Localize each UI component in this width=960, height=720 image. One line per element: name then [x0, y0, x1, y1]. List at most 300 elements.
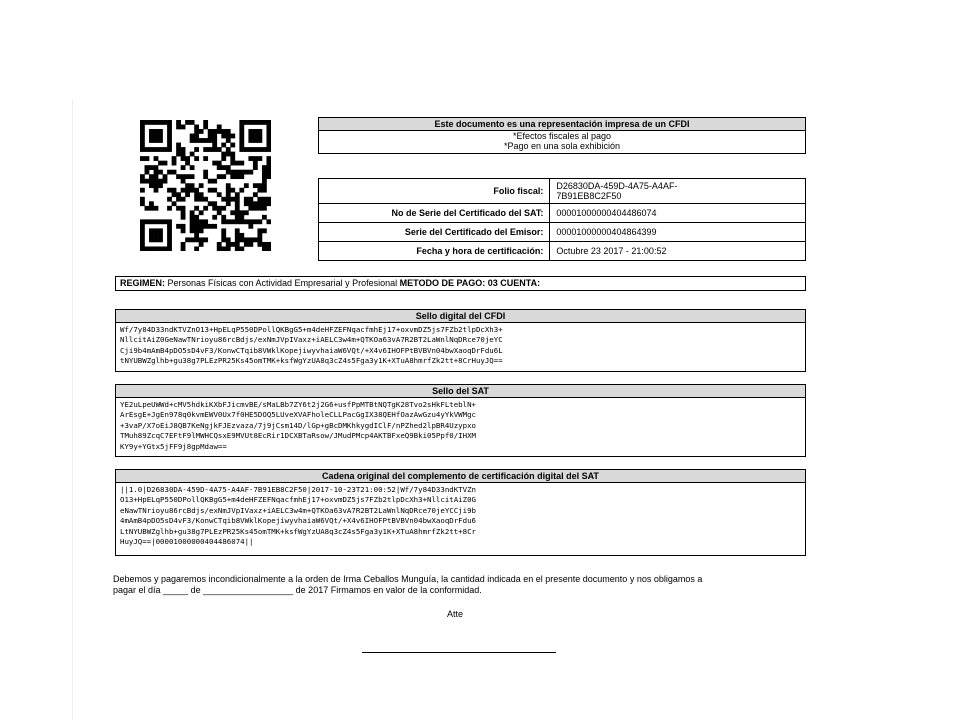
- qr-module: [163, 179, 168, 184]
- qr-module: [203, 170, 208, 175]
- qr-module: [149, 129, 154, 134]
- qr-module: [226, 192, 231, 197]
- qr-module: [145, 156, 150, 161]
- qr-module: [239, 215, 244, 220]
- qr-module: [235, 210, 240, 215]
- qr-module: [257, 233, 262, 238]
- qr-module: [149, 120, 154, 125]
- qr-module: [167, 188, 172, 193]
- qr-module: [257, 138, 262, 143]
- qr-module: [239, 246, 244, 251]
- qr-module: [190, 183, 195, 188]
- issuer-cert-value: 00001000000404864399: [550, 223, 806, 242]
- qr-module: [221, 233, 226, 238]
- qr-module: [185, 192, 190, 197]
- qr-module: [176, 174, 181, 179]
- qr-module: [194, 134, 199, 139]
- qr-module: [154, 170, 159, 175]
- qr-module: [154, 233, 159, 238]
- issuer-cert-label: Serie del Certificado del Emisor:: [319, 223, 550, 242]
- qr-module: [248, 120, 253, 125]
- qr-module: [190, 219, 195, 224]
- qr-module: [244, 147, 249, 152]
- qr-module: [194, 125, 199, 130]
- qr-module: [181, 228, 186, 233]
- qr-module: [248, 156, 253, 161]
- qr-module: [158, 134, 163, 139]
- qr-module: [199, 129, 204, 134]
- qr-module: [257, 183, 262, 188]
- qr-module: [167, 242, 172, 247]
- qr-module: [167, 237, 172, 242]
- qr-module: [244, 201, 249, 206]
- qr-module: [158, 233, 163, 238]
- qr-module: [248, 147, 253, 152]
- qr-module: [140, 179, 145, 184]
- qr-module: [190, 134, 195, 139]
- qr-module: [167, 129, 172, 134]
- sello-sat-title: Sello del SAT: [116, 385, 805, 398]
- qr-module: [226, 134, 231, 139]
- qr-module: [181, 179, 186, 184]
- qr-module: [208, 129, 213, 134]
- qr-module: [176, 206, 181, 211]
- qr-module: [253, 147, 258, 152]
- folio-fiscal-value: D26830DA-459D-4A75-A4AF- 7B91EB8C2F50: [550, 179, 806, 204]
- qr-module: [149, 134, 154, 139]
- qr-module: [149, 147, 154, 152]
- cfdi-header-line1: *Efectos fiscales al pago: [512, 131, 612, 141]
- qr-module: [221, 134, 226, 139]
- qr-module: [248, 201, 253, 206]
- qr-module: [230, 197, 235, 202]
- qr-module: [163, 219, 168, 224]
- qr-module: [235, 201, 240, 206]
- qr-module: [239, 134, 244, 139]
- qr-module: [190, 228, 195, 233]
- qr-module: [172, 188, 177, 193]
- qr-module: [185, 120, 190, 125]
- sello-cfdi-box: [115, 309, 806, 372]
- qr-module: [149, 206, 154, 211]
- qr-module: [154, 228, 159, 233]
- qr-module: [262, 174, 267, 179]
- qr-module: [257, 129, 262, 134]
- regimen-value: Personas Físicas con Actividad Empresarial y Profesional: [165, 278, 400, 288]
- qr-module: [266, 219, 271, 224]
- qr-module: [154, 165, 159, 170]
- qr-module: [154, 206, 159, 211]
- qr-module: [266, 143, 271, 148]
- qr-module: [266, 165, 271, 170]
- folio-fiscal-label: Folio fiscal:: [319, 179, 550, 204]
- qr-module: [208, 188, 213, 193]
- qr-module: [154, 179, 159, 184]
- qr-module: [172, 201, 177, 206]
- qr-module: [194, 188, 199, 193]
- qr-module: [262, 165, 267, 170]
- qr-module: [167, 197, 172, 202]
- qr-module: [199, 192, 204, 197]
- qr-module: [230, 156, 235, 161]
- qr-module: [262, 188, 267, 193]
- qr-module: [158, 120, 163, 125]
- qr-module: [190, 174, 195, 179]
- qr-module: [203, 120, 208, 125]
- qr-module: [212, 206, 217, 211]
- qr-module: [203, 174, 208, 179]
- qr-module: [266, 134, 271, 139]
- qr-module: [262, 197, 267, 202]
- qr-module: [266, 125, 271, 130]
- qr-module: [248, 242, 253, 247]
- qr-module: [181, 210, 186, 215]
- metodo-pago: METODO DE PAGO: 03 CUENTA:: [399, 278, 541, 288]
- qr-module: [239, 125, 244, 130]
- qr-module: [221, 152, 226, 157]
- qr-module: [154, 134, 159, 139]
- qr-module: [253, 138, 258, 143]
- qr-module: [145, 206, 150, 211]
- qr-module: [208, 134, 213, 139]
- qr-module: [172, 161, 177, 166]
- qr-module: [230, 219, 235, 224]
- qr-module: [257, 237, 262, 242]
- qr-module: [235, 242, 240, 247]
- qr-module: [217, 165, 222, 170]
- qr-module: [145, 120, 150, 125]
- signature-line: [362, 652, 556, 653]
- sat-cert-value: 00001000000404486074: [550, 204, 806, 223]
- qr-module: [149, 233, 154, 238]
- qr-module: [140, 201, 145, 206]
- qr-module: [190, 165, 195, 170]
- qr-module: [154, 120, 159, 125]
- qr-module: [221, 219, 226, 224]
- qr-module: [266, 120, 271, 125]
- qr-module: [244, 197, 249, 202]
- qr-module: [235, 219, 240, 224]
- qr-module: [266, 174, 271, 179]
- qr-module: [158, 183, 163, 188]
- qr-module: [194, 129, 199, 134]
- qr-module: [172, 170, 177, 175]
- qr-module: [158, 179, 163, 184]
- qr-module: [140, 188, 145, 193]
- qr-module: [149, 183, 154, 188]
- qr-module: [262, 206, 267, 211]
- qr-module: [266, 197, 271, 202]
- qr-module: [194, 156, 199, 161]
- qr-module: [140, 143, 145, 148]
- qr-module: [239, 161, 244, 166]
- qr-module: [212, 129, 217, 134]
- qr-module: [158, 219, 163, 224]
- qr-module: [140, 233, 145, 238]
- qr-module: [253, 183, 258, 188]
- qr-module: [257, 188, 262, 193]
- qr-module: [181, 156, 186, 161]
- qr-module: [257, 206, 262, 211]
- qr-module: [239, 138, 244, 143]
- qr-module: [203, 224, 208, 229]
- qr-module: [212, 224, 217, 229]
- qr-module: [239, 237, 244, 242]
- qr-module: [181, 125, 186, 130]
- qr-module: [257, 219, 262, 224]
- qr-module: [203, 156, 208, 161]
- qr-module: [149, 165, 154, 170]
- cert-datetime-label: Fecha y hora de certificación:: [319, 242, 550, 261]
- qr-module: [208, 179, 213, 184]
- qr-module: [226, 197, 231, 202]
- qr-module: [244, 183, 249, 188]
- qr-module: [262, 170, 267, 175]
- qr-module: [226, 242, 231, 247]
- qr-module: [163, 161, 168, 166]
- qr-module: [230, 170, 235, 175]
- qr-module: [181, 206, 186, 211]
- qr-module: [239, 170, 244, 175]
- qr-module: [230, 143, 235, 148]
- qr-module: [217, 192, 222, 197]
- qr-module: [190, 152, 195, 157]
- qr-module: [217, 125, 222, 130]
- qr-module: [199, 224, 204, 229]
- qr-module: [226, 138, 231, 143]
- qr-module: [212, 201, 217, 206]
- qr-module: [235, 228, 240, 233]
- qr-module: [203, 125, 208, 130]
- qr-module: [257, 156, 262, 161]
- qr-module: [154, 129, 159, 134]
- qr-module: [190, 188, 195, 193]
- qr-module: [172, 156, 177, 161]
- qr-module: [167, 224, 172, 229]
- qr-module: [239, 147, 244, 152]
- qr-module: [181, 224, 186, 229]
- qr-module: [167, 219, 172, 224]
- qr-module: [262, 147, 267, 152]
- qr-module: [230, 134, 235, 139]
- qr-module: [181, 152, 186, 157]
- qr-module: [167, 228, 172, 233]
- qr-module: [212, 161, 217, 166]
- qr-module: [248, 170, 253, 175]
- qr-module: [230, 152, 235, 157]
- qr-module: [194, 246, 199, 251]
- qr-module: [266, 246, 271, 251]
- qr-module: [158, 170, 163, 175]
- sello-cfdi-title: Sello digital del CFDI: [116, 310, 805, 323]
- qr-module: [226, 219, 231, 224]
- qr-module: [140, 120, 145, 125]
- qr-module: [239, 120, 244, 125]
- qr-module: [208, 201, 213, 206]
- qr-module: [149, 179, 154, 184]
- cadena-original-text: ||1.0|D26830DA-459D-4A75-A4AF-7B91EB8C2F50|2017-10-23T21:00:52|Wf/7y84D33ndKTVZn O13+HpELqP550DPollQKBgG5+m4deHFZEFNqacfmhEj17+oxvmDZ5js7FZb2tlpDcXh3+NllcitAiZ0G eNawTNrioyu86rcBdjs/exNmJVpIVaxz+iAELC3w4m+QTKOa63vA7R2BT2LaWnlNqDRce70jeYCCji9b 4mAmB4pDO5sD4vF3/KonwCTqib8VWklKopejiwyvhaiaW6VQt/+X4v6IHOFPtBVBVn04bwXaoqDrFdu6 LtNYUBWZglhb+gu38g7PLEzPR25Ks45omTMK+ksfWgYzUA8q3cZ4s5Fga3y1K+XTuA8hmrfZk2tt+8Cr HuyJQ==|00001000000404486074||: [120, 485, 476, 547]
- certificate-row: [319, 179, 806, 204]
- sat-cert-label: No de Serie del Certificado del SAT:: [319, 204, 550, 223]
- qr-module: [140, 197, 145, 202]
- qr-module: [199, 219, 204, 224]
- qr-module: [185, 183, 190, 188]
- qr-module: [212, 179, 217, 184]
- qr-module: [199, 228, 204, 233]
- qr-module: [167, 206, 172, 211]
- qr-module: [257, 134, 262, 139]
- qr-module: [199, 138, 204, 143]
- qr-module: [253, 206, 258, 211]
- qr-module: [253, 156, 258, 161]
- qr-module: [262, 120, 267, 125]
- qr-module: [149, 237, 154, 242]
- qr-module: [154, 156, 159, 161]
- qr-module: [185, 156, 190, 161]
- qr-module: [176, 152, 181, 157]
- qr-module: [190, 237, 195, 242]
- qr-module: [253, 165, 258, 170]
- qr-module: [262, 179, 267, 184]
- qr-module: [140, 147, 145, 152]
- page-edge: [72, 100, 73, 720]
- qr-module: [235, 246, 240, 251]
- qr-module: [217, 242, 222, 247]
- qr-module: [244, 237, 249, 242]
- qr-module: [226, 170, 231, 175]
- regimen-label: REGIMEN:: [120, 278, 165, 288]
- qr-module: [217, 206, 222, 211]
- qr-module: [176, 147, 181, 152]
- qr-module: [235, 197, 240, 202]
- cadena-original-title: Cadena original del complemento de certificación digital del SAT: [116, 470, 805, 483]
- qr-module: [145, 246, 150, 251]
- qr-module: [154, 237, 159, 242]
- qr-module: [226, 147, 231, 152]
- payment-promise-text: Debemos y pagaremos incondicionalmente a la orden de Irma Ceballos Munguía, la cantidad indicada en el presente documento y nos obligamos a pagar el día _____ de __________________ de 2017 Firmamos en valor de la conformidad.: [113, 574, 703, 595]
- qr-module: [158, 246, 163, 251]
- qr-module: [167, 120, 172, 125]
- qr-module: [194, 147, 199, 152]
- qr-module: [239, 219, 244, 224]
- qr-module: [239, 174, 244, 179]
- certificate-row: [319, 223, 806, 242]
- qr-module: [244, 242, 249, 247]
- qr-module: [140, 228, 145, 233]
- qr-module: [176, 192, 181, 197]
- qr-module: [149, 228, 154, 233]
- qr-module: [266, 161, 271, 166]
- cfdi-header-box: [318, 117, 806, 154]
- qr-module: [181, 188, 186, 193]
- qr-module: [203, 147, 208, 152]
- qr-module: [226, 152, 231, 157]
- qr-module: [203, 237, 208, 242]
- qr-module: [212, 147, 217, 152]
- qr-module: [140, 246, 145, 251]
- qr-module: [257, 120, 262, 125]
- qr-module: [145, 170, 150, 175]
- qr-module: [262, 242, 267, 247]
- qr-module: [149, 219, 154, 224]
- qr-module: [208, 224, 213, 229]
- qr-module: [163, 147, 168, 152]
- qr-module: [163, 120, 168, 125]
- qr-module: [221, 206, 226, 211]
- qr-module: [235, 170, 240, 175]
- qr-module: [172, 192, 177, 197]
- qr-module: [140, 224, 145, 229]
- qr-module: [190, 215, 195, 220]
- qr-module: [257, 228, 262, 233]
- qr-module: [176, 125, 181, 130]
- qr-module: [194, 233, 199, 238]
- qr-module: [221, 246, 226, 251]
- qr-module: [226, 201, 231, 206]
- qr-module: [140, 156, 145, 161]
- qr-module: [190, 224, 195, 229]
- qr-module: [221, 143, 226, 148]
- qr-module: [145, 165, 150, 170]
- qr-module: [194, 237, 199, 242]
- qr-module: [145, 147, 150, 152]
- qr-module: [185, 237, 190, 242]
- qr-module: [167, 246, 172, 251]
- qr-module: [185, 174, 190, 179]
- qr-module: [217, 210, 222, 215]
- qr-module: [239, 233, 244, 238]
- qr-module: [158, 147, 163, 152]
- qr-module: [167, 233, 172, 238]
- qr-module: [248, 134, 253, 139]
- qr-module: [158, 129, 163, 134]
- qr-module: [221, 156, 226, 161]
- qr-module: [248, 129, 253, 134]
- qr-module: [140, 237, 145, 242]
- qr-module: [176, 224, 181, 229]
- qr-module: [199, 197, 204, 202]
- qr-module: [194, 206, 199, 211]
- atte-label: Atte: [447, 609, 464, 619]
- qr-module: [239, 129, 244, 134]
- qr-module: [230, 188, 235, 193]
- qr-module: [199, 183, 204, 188]
- qr-module: [149, 138, 154, 143]
- sello-sat-box: [115, 384, 806, 457]
- qr-module: [235, 206, 240, 211]
- qr-module: [203, 197, 208, 202]
- qr-module: [235, 215, 240, 220]
- qr-module: [239, 143, 244, 148]
- qr-module: [140, 125, 145, 130]
- qr-module: [140, 242, 145, 247]
- qr-module: [253, 219, 258, 224]
- qr-module: [221, 237, 226, 242]
- qr-module: [253, 201, 258, 206]
- qr-module: [221, 129, 226, 134]
- qr-module: [194, 224, 199, 229]
- qr-module: [266, 147, 271, 152]
- qr-module: [167, 147, 172, 152]
- qr-module: [199, 237, 204, 242]
- qr-module: [217, 174, 222, 179]
- qr-module: [194, 197, 199, 202]
- qr-module: [212, 215, 217, 220]
- qr-module: [217, 161, 222, 166]
- qr-module: [266, 242, 271, 247]
- qr-module: [149, 201, 154, 206]
- qr-module: [167, 170, 172, 175]
